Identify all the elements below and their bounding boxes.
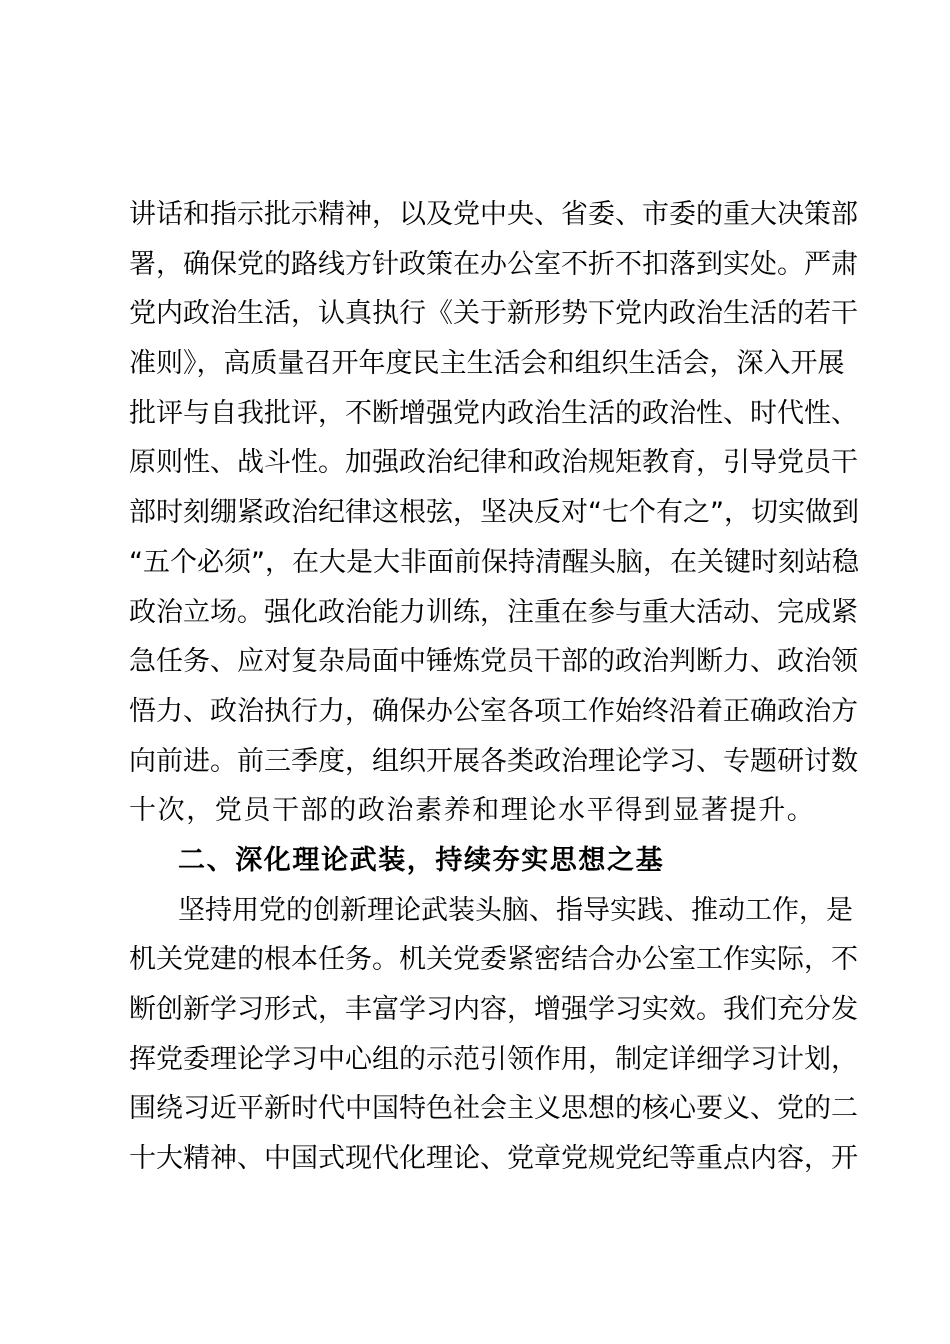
- text-line: 政治立场。强化政治能力训练，注重在参与重大活动、完成紧: [129, 596, 858, 628]
- text-line: 向前进。前三季度，组织开展各类政治理论学习、专题研讨数: [129, 745, 858, 777]
- text-line-first: 坚持用党的创新理论武装头脑、指导实践、推动工作，是: [178, 894, 853, 926]
- text-line: 机关党建的根本任务。机关党委紧密结合办公室工作实际，不: [129, 944, 858, 976]
- text-line: 原则性、战斗性。加强政治纪律和政治规矩教育，引导党员干: [129, 447, 858, 479]
- text-line: 党内政治生活，认真执行《关于新形势下党内政治生活的若干: [129, 298, 858, 330]
- text-line: 署，确保党的路线方针政策在办公室不折不扣落到实处。严肃: [129, 248, 858, 280]
- text-line: 讲话和指示批示精神，以及党中央、省委、市委的重大决策部: [129, 199, 858, 230]
- text-line: 部时刻绷紧政治纪律这根弦，坚决反对“七个有之”，切实做到: [129, 497, 859, 529]
- text-line: 准则》，高质量召开年度民主生活会和组织生活会，深入开展: [129, 348, 845, 380]
- text-line: 十大精神、中国式现代化理论、党章党规党纪等重点内容，开: [129, 1143, 858, 1175]
- text-line: “五个必须”，在大是大非面前保持清醒头脑，在关键时刻站稳: [129, 546, 859, 578]
- paragraph-political-discipline: [129, 190, 859, 836]
- document-body: [129, 190, 859, 1184]
- text-line: 批评与自我批评，不断增强党内政治生活的政治性、时代性、: [129, 397, 858, 429]
- text-line: 急任务、应对复杂局面中锤炼党员干部的政治判断力、政治领: [129, 646, 858, 678]
- text-line-last: 十次，党员干部的政治素养和理论水平得到显著提升。: [129, 795, 816, 827]
- paragraph-theoretical-study: [129, 886, 858, 1184]
- text-line: 围绕习近平新时代中国特色社会主义思想的核心要义、党的二: [129, 1093, 858, 1125]
- section-heading: 二、深化理论武装，持续夯实思想之基: [178, 844, 665, 876]
- text-line: 悟力、政治执行力，确保办公室各项工作始终沿着正确政治方: [129, 695, 858, 727]
- text-line: 断创新学习形式，丰富学习内容，增强学习实效。我们充分发: [129, 994, 858, 1025]
- text-line: 挥党委理论学习中心组的示范引领作用，制定详细学习计划，: [129, 1043, 858, 1075]
